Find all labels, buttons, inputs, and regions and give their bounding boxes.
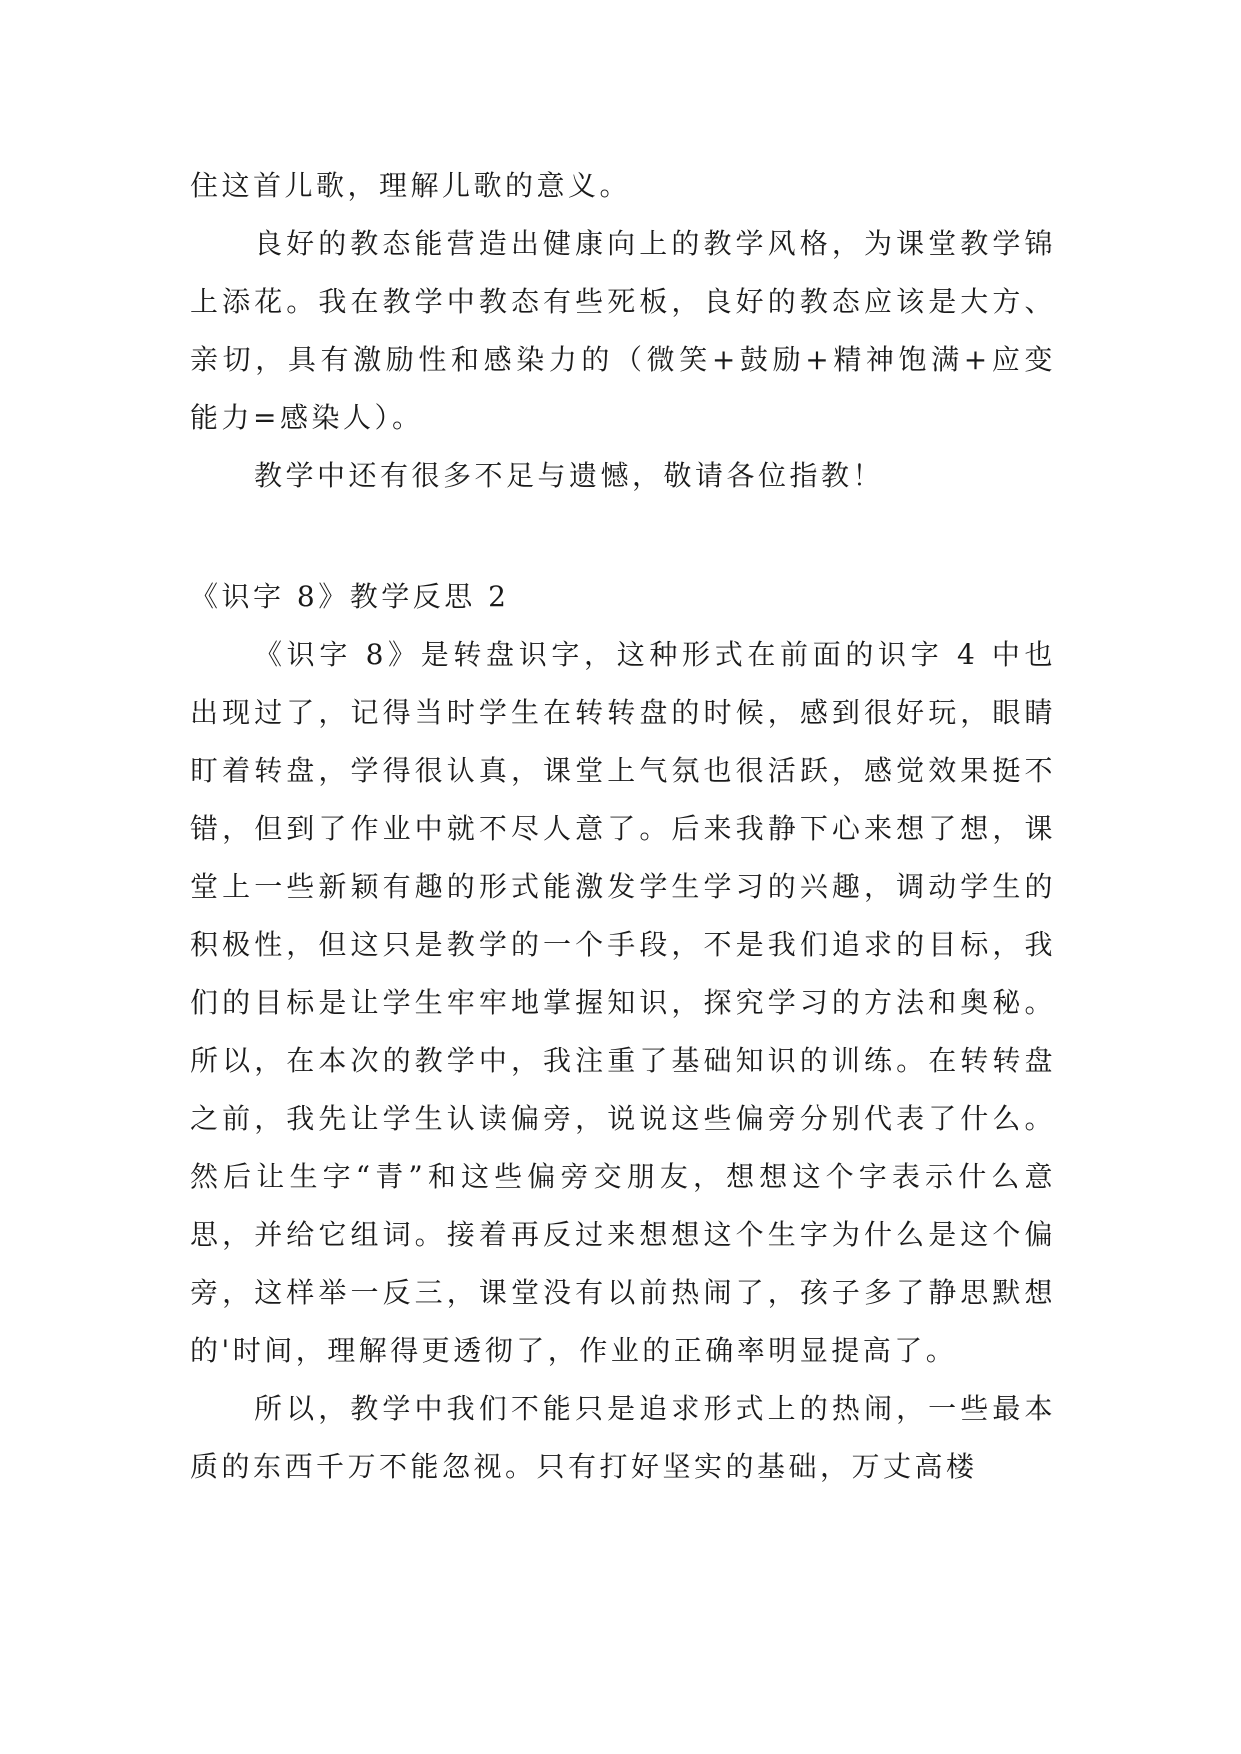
paragraph-teaching-demeanor: 良好的教态能营造出健康向上的教学风格，为课堂教学锦上添花。我在教学中教态有些死板，良好的教态应该是大方、亲切，具有激励性和感染力的（微笑+鼓励+精神饱满+应变能力=感染人）。 bbox=[190, 227, 1056, 434]
paragraph-closing-remark: 教学中还有很多不足与遗憾，敬请各位指教！ bbox=[254, 459, 885, 492]
section-2 bbox=[190, 626, 1056, 1496]
paragraph-reflection-conclusion: 所以，教学中我们不能只是追求形式上的热闹，一些最本质的东西千万不能忽视。只有打好坚实的基础，万丈高楼 bbox=[190, 1392, 1056, 1483]
paragraph-continuation: 住这首儿歌，理解儿歌的意义。 bbox=[190, 169, 632, 202]
section-2-heading bbox=[190, 568, 1056, 626]
paragraph-reflection-main: 《识字 8》是转盘识字，这种形式在前面的识字 4 中也出现过了，记得当时学生在转转盘的时候，感到很好玩，眼睛盯着转盘，学得很认真，课堂上气氛也很活跃，感觉效果挺不错，但到了作业中就不尽人意了。后来我静下心来想了想，课堂上一些新颖有趣的形式能激发学生学习的兴趣，调动学生的积极性，但这只是教学的一个手段，不是我们追求的目标，我们的目标是让学生牢牢地掌握知识，探究学习的方法和奥秘。所以，在本次的教学中，我注重了基础知识的训练。在转转盘之前，我先让学生认读偏旁，说说这些偏旁分别代表了什么。然后让生字“青”和这些偏旁交朋友，想想这个字表示什么意思，并给它组词。接着再反过来想想这个生字为什么是这个偏旁，这样举一反三，课堂没有以前热闹了，孩子多了静思默想的'时间，理解得更透彻了，作业的正确率明显提高了。 bbox=[190, 638, 1056, 1367]
section-1 bbox=[190, 157, 1056, 505]
section-title: 《识字 8》教学反思 2 bbox=[190, 580, 510, 613]
